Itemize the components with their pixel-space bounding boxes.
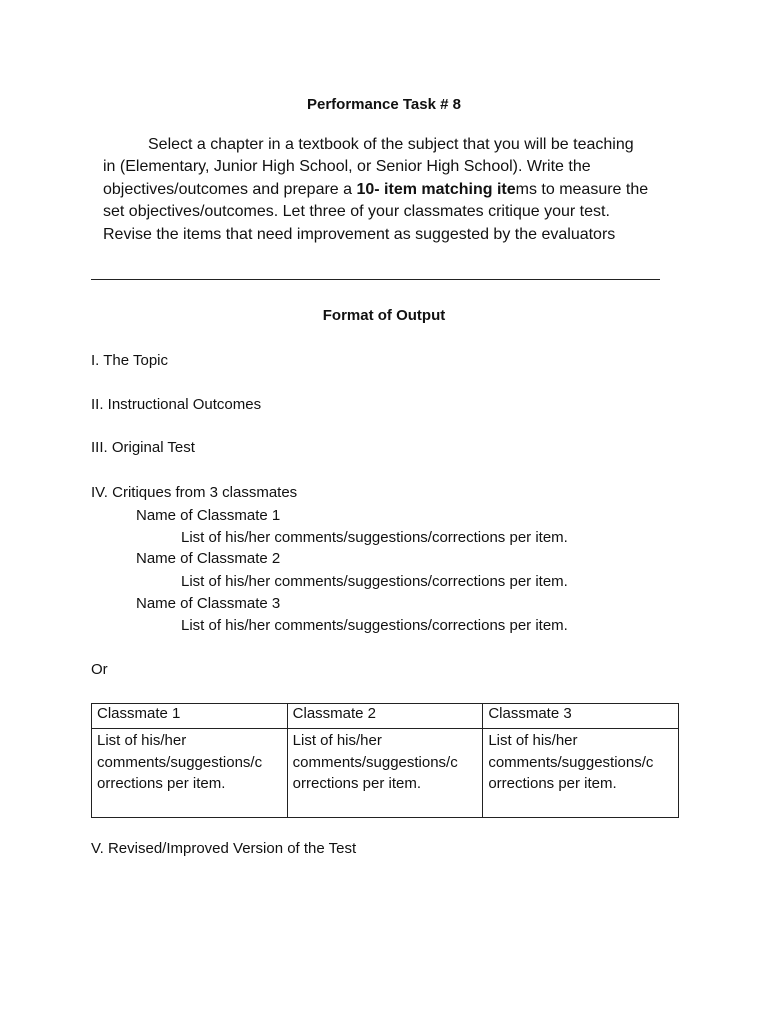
cell-line: List of his/her	[292, 732, 382, 749]
intro-line-3-pre: objectives/outcomes and prepare a	[103, 180, 357, 198]
section-outcomes: II. Instructional Outcomes	[91, 396, 262, 413]
section-topic: I. The Topic	[91, 352, 168, 369]
table-cell	[92, 729, 288, 818]
format-heading: Format of Output	[322, 307, 446, 324]
classmate-detail-1: List of his/her comments/suggestions/corrections per item.	[181, 529, 568, 546]
page-title: Performance Task # 8	[307, 96, 461, 113]
classmate-detail-3: List of his/her comments/suggestions/corrections per item.	[181, 617, 568, 634]
classmate-name-1: Name of Classmate 1	[136, 507, 281, 524]
horizontal-rule	[91, 279, 660, 280]
table-header-cell: Classmate 2	[287, 704, 483, 729]
cell-line: comments/suggestions/c	[488, 753, 654, 771]
intro-line-3-post: ms to measure the	[515, 180, 649, 198]
cell-line: orrections per item.	[97, 775, 226, 792]
classmate-name-2: Name of Classmate 2	[136, 550, 281, 567]
cell-line: comments/suggestions/c	[97, 753, 263, 771]
section-revised: V. Revised/Improved Version of the Test	[91, 840, 357, 857]
classmate-detail-2: List of his/her comments/suggestions/corrections per item.	[181, 573, 568, 590]
table-header-row	[92, 704, 679, 729]
cell-line: orrections per item.	[488, 775, 617, 792]
intro-line-2: in (Elementary, Junior High School, or Senior High School). Write the	[103, 158, 591, 176]
table-header-cell: Classmate 3	[483, 704, 679, 729]
intro-line-4: set objectives/outcomes. Let three of your classmates critique your test.	[103, 203, 610, 221]
table-cell	[483, 729, 679, 818]
cell-line: List of his/her	[488, 732, 578, 749]
table-header-cell: Classmate 1	[92, 704, 288, 729]
intro-line-3-bold: 10- item matching ite	[356, 180, 516, 198]
cell-line: List of his/her	[97, 732, 187, 749]
cell-line: comments/suggestions/c	[292, 753, 458, 771]
section-critiques: IV. Critiques from 3 classmates	[91, 484, 298, 501]
section-original-test: III. Original Test	[91, 439, 195, 456]
cell-line: orrections per item.	[292, 775, 422, 792]
classmate-name-3: Name of Classmate 3	[136, 595, 281, 612]
or-label: Or	[91, 661, 108, 678]
intro-line-1: Select a chapter in a textbook of the subject that you will be teaching	[148, 136, 634, 153]
intro-line-3	[103, 179, 663, 201]
table-cell	[287, 729, 483, 818]
intro-line-5: Revise the items that need improvement as suggested by the evaluators	[103, 225, 616, 243]
critique-table	[91, 703, 679, 818]
table-row	[92, 729, 679, 818]
intro-paragraph	[103, 134, 663, 246]
